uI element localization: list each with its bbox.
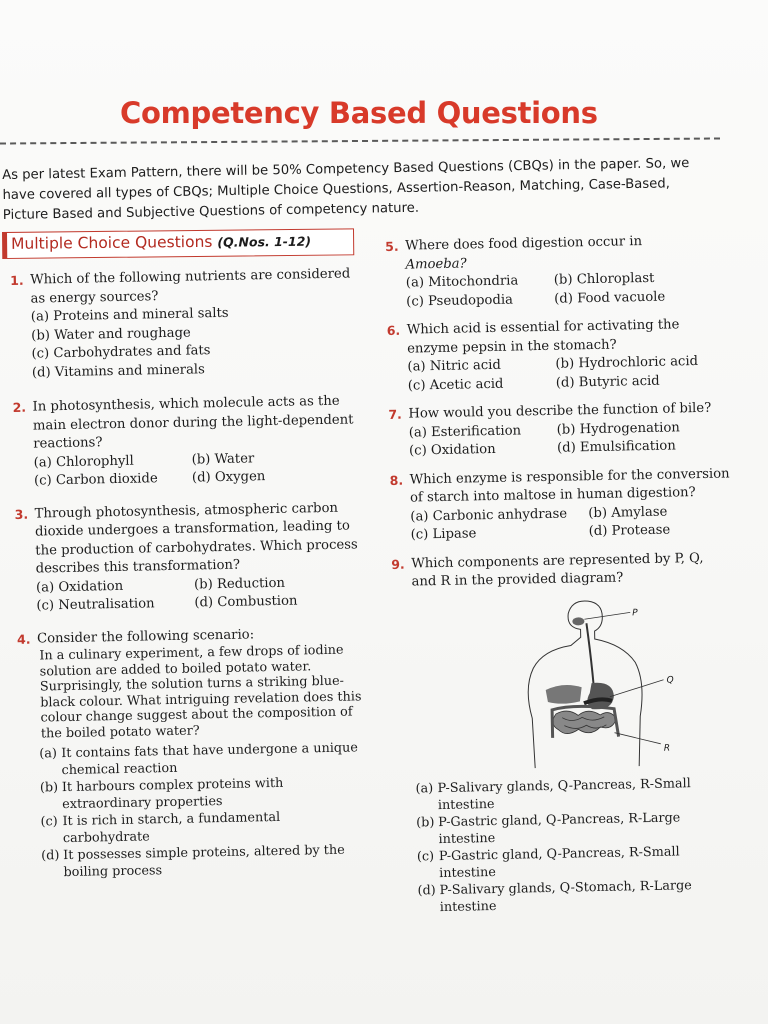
question-text-wrap — [405, 231, 726, 274]
option-label: (a) — [39, 746, 58, 762]
option-label: (a) — [415, 780, 434, 797]
question-3 — [14, 499, 361, 617]
option-a: (a) Proteins and mineral salts — [30, 305, 229, 325]
question-number: 7. — [388, 406, 402, 422]
intro-line: have covered all types of CBQs; Multiple Choice Questions, Assertion-Reason, Matching, Case-Based, — [2, 176, 670, 203]
question-number: 2. — [12, 399, 27, 415]
option-d: (d) Food vacuole — [554, 289, 666, 307]
options-grid — [33, 448, 359, 491]
question-9 — [391, 549, 738, 916]
question-8 — [389, 465, 730, 546]
option-a: (a) Nitric acid — [407, 357, 502, 375]
option-a: (a) Mitochondria — [405, 273, 519, 291]
intro-line: Picture Based and Subjective Questions of competency nature. — [2, 200, 420, 223]
option-c: (c) Carbohydrates and fats — [31, 343, 211, 362]
right-column — [385, 231, 738, 926]
intro-line: As per latest Exam Pattern, there will be 50% Competency Based Questions (CBQs) in the paper. So, we — [2, 156, 690, 183]
option-b: (b) Water — [191, 450, 255, 468]
option-d: (d) Butyric acid — [555, 373, 660, 391]
option-b: (b) Reduction — [193, 575, 286, 593]
option-d — [417, 876, 738, 916]
question-text-italic: Amoeba? — [405, 255, 467, 273]
question-text: How would you describe the function of bile? — [408, 400, 712, 422]
option-d: (d) Emulsification — [556, 438, 676, 456]
question-number: 5. — [385, 238, 399, 254]
question-4 — [17, 624, 367, 882]
question-7 — [388, 399, 729, 461]
title-divider — [0, 137, 720, 144]
option-d: (d) Oxygen — [191, 469, 266, 486]
intro-paragraph — [2, 154, 703, 226]
question-text: Which of the following nutrients are considered as energy sources? — [30, 266, 351, 307]
page-title: Competency Based Questions — [120, 96, 598, 130]
option-text: P-Salivary glands, Q-Stomach, R-Large intestine — [439, 877, 692, 915]
digestive-system-illustration — [462, 594, 725, 769]
question-number: 9. — [391, 556, 405, 572]
question-2 — [12, 392, 359, 491]
section-range: (Q.Nos. 1-12) — [217, 233, 312, 250]
question-text: Which acid is essential for activating the enzyme pepsin in the stomach? — [406, 317, 680, 357]
question-5 — [385, 231, 726, 312]
section-header — [2, 228, 354, 259]
question-1 — [10, 265, 357, 383]
options-grid — [406, 268, 727, 311]
option-c: (c) Pseudopodia — [406, 292, 514, 310]
option-b: (b) Water and roughage — [31, 325, 191, 344]
option-c: (c) Lipase — [410, 526, 477, 543]
option-a: (a) Carbonic anhydrase — [410, 506, 568, 525]
option-b: (b) Amylase — [588, 504, 668, 521]
question-scenario: In a culinary experiment, a few drops of iodine solution are added to boiled potato water. Surprisingly, the solution turns a striking blue-black colour. What intriguing revelation does this colour change suggest about the composition of the boiled potato water? — [39, 642, 362, 741]
option-text: P-Gastric gland, Q-Pancreas, R-Small intestine — [438, 843, 680, 881]
question-text: Which enzyme is responsible for the conversion of starch into maltose in human digestion? — [409, 465, 730, 506]
option-label: (b) — [39, 780, 59, 796]
option-text: P-Salivary glands, Q-Pancreas, R-Small intestine — [437, 775, 691, 813]
label-q: Q — [666, 675, 674, 686]
options-grid — [407, 352, 728, 395]
option-c: (c) Neutralisation — [36, 596, 155, 614]
digestive-system-diagram — [462, 594, 725, 769]
option-label: (c) — [416, 848, 435, 865]
option-text: It contains fats that have undergone a unique chemical reaction — [61, 740, 359, 779]
option-d — [41, 841, 367, 881]
option-c: (c) Oxidation — [408, 441, 496, 459]
question-text: In photosynthesis, which molecule acts as the main electron donor during the light-dependent reactions? — [32, 393, 354, 452]
question-number: 4. — [16, 631, 31, 647]
question-number: 1. — [10, 272, 24, 288]
question-text: Through photosynthesis, atmospheric carbon dioxide undergoes a transformation, leading to the production of carbohydrates. Which process describes this transformation? — [34, 500, 358, 577]
option-label: (d) — [417, 882, 436, 898]
question-text: Where does food digestion occur in — [405, 234, 643, 254]
option-a: (a) Chlorophyll — [33, 453, 134, 471]
label-p: P — [632, 607, 638, 618]
section-heading — [11, 232, 311, 253]
label-r: R — [663, 743, 671, 754]
section-title: Multiple Choice Questions — [11, 232, 213, 253]
options-list — [415, 774, 738, 916]
option-text: P-Gastric gland, Q-Pancreas, R-Large intestine — [438, 809, 681, 847]
option-label: (c) — [40, 814, 58, 830]
question-6 — [387, 315, 728, 396]
option-b: (b) Chloroplast — [553, 270, 655, 288]
option-d: (d) Combustion — [194, 593, 298, 611]
question-text: Consider the following scenario: — [36, 626, 255, 647]
question-text: Which components are represented by P, Q, and R in the provided diagram? — [411, 550, 704, 590]
options-grid — [410, 502, 731, 545]
option-d: (d) Vitamins and minerals — [31, 361, 205, 381]
option-b: (b) Hydrochloric acid — [555, 354, 699, 372]
left-column — [10, 265, 367, 892]
option-text: It possesses simple proteins, altered by the boiling process — [63, 842, 345, 881]
options-list — [39, 739, 367, 881]
question-number: 3. — [14, 506, 29, 522]
question-number: 8. — [389, 472, 404, 488]
option-text: It harbours complex proteins with extraordinary properties — [61, 775, 284, 813]
option-text: It is rich in starch, a fundamental carbohydrate — [62, 809, 281, 847]
option-c: (c) Carbon dioxide — [33, 471, 158, 489]
option-b: (b) Hydrogenation — [556, 419, 680, 438]
option-d: (d) Protease — [588, 522, 671, 540]
option-c: (c) Acetic acid — [407, 376, 504, 394]
option-a: (a) Oxidation — [35, 578, 124, 596]
options-grid — [36, 573, 362, 616]
question-number: 6. — [386, 322, 401, 338]
options-grid — [409, 418, 730, 461]
option-a: (a) Esterification — [408, 422, 522, 441]
option-label: (b) — [416, 814, 435, 831]
option-label: (d) — [41, 848, 60, 864]
